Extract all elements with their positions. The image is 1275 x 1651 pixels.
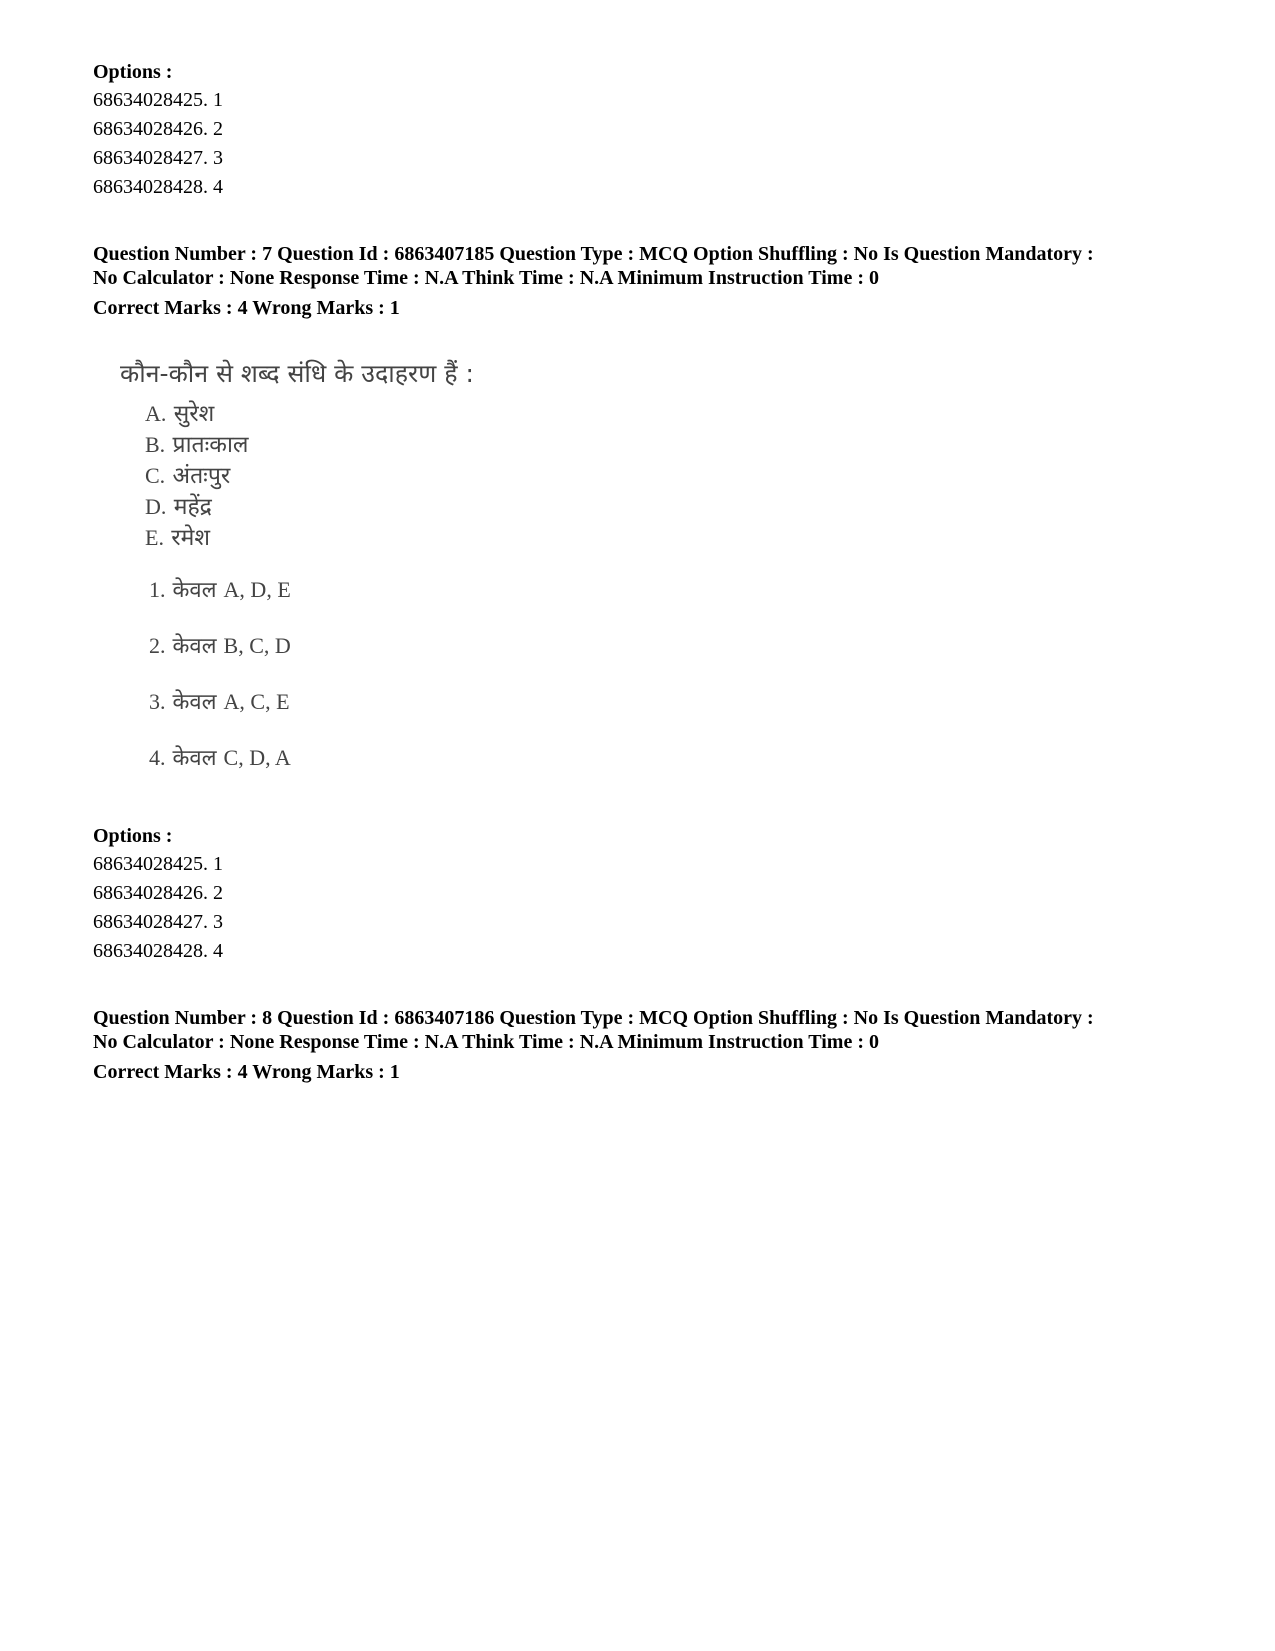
statement-d: D. महेंद्र <box>145 494 212 520</box>
answer-choice-2: 2. केवल B, C, D <box>149 633 291 659</box>
option-item: 68634028428. 4 <box>93 940 223 962</box>
question-7-header <box>93 242 1193 322</box>
options-heading: Options : <box>93 61 173 83</box>
option-item: 68634028425. 1 <box>93 853 223 875</box>
answer-choice-4: 4. केवल C, D, A <box>149 745 291 771</box>
options-heading: Options : <box>93 825 173 847</box>
question-meta-line1: Question Number : 7 Question Id : 6863407185 Question Type : MCQ Option Shuffling : No Is Question Mandatory : <box>93 243 1094 265</box>
option-item: 68634028428. 4 <box>93 176 223 198</box>
question-7-image <box>112 340 512 810</box>
question-meta-line2: No Calculator : None Response Time : N.A Think Time : N.A Minimum Instruction Time : 0 <box>93 1031 879 1053</box>
question-meta-line1: Question Number : 8 Question Id : 6863407186 Question Type : MCQ Option Shuffling : No Is Question Mandatory : <box>93 1007 1094 1029</box>
option-item: 68634028427. 3 <box>93 147 223 169</box>
previous-options <box>93 58 223 202</box>
statement-a: A. सुरेश <box>145 401 215 427</box>
question-text: कौन-कौन से शब्द संधि के उदाहरण हैं : <box>120 359 474 388</box>
statement-b: B. प्रातःकाल <box>145 432 249 458</box>
statement-e: E. रमेश <box>145 525 211 551</box>
question-marks: Correct Marks : 4 Wrong Marks : 1 <box>93 297 400 319</box>
question-meta-line2: No Calculator : None Response Time : N.A Think Time : N.A Minimum Instruction Time : 0 <box>93 267 879 289</box>
question-7-options <box>93 822 223 966</box>
answer-choice-1: 1. केवल A, D, E <box>149 577 291 603</box>
option-item: 68634028426. 2 <box>93 118 223 140</box>
option-item: 68634028425. 1 <box>93 89 223 111</box>
option-item: 68634028427. 3 <box>93 911 223 933</box>
statement-c: C. अंतःपुर <box>145 463 231 489</box>
option-item: 68634028426. 2 <box>93 882 223 904</box>
question-marks: Correct Marks : 4 Wrong Marks : 1 <box>93 1061 400 1083</box>
question-8-header <box>93 1006 1193 1086</box>
answer-choice-3: 3. केवल A, C, E <box>149 689 290 715</box>
